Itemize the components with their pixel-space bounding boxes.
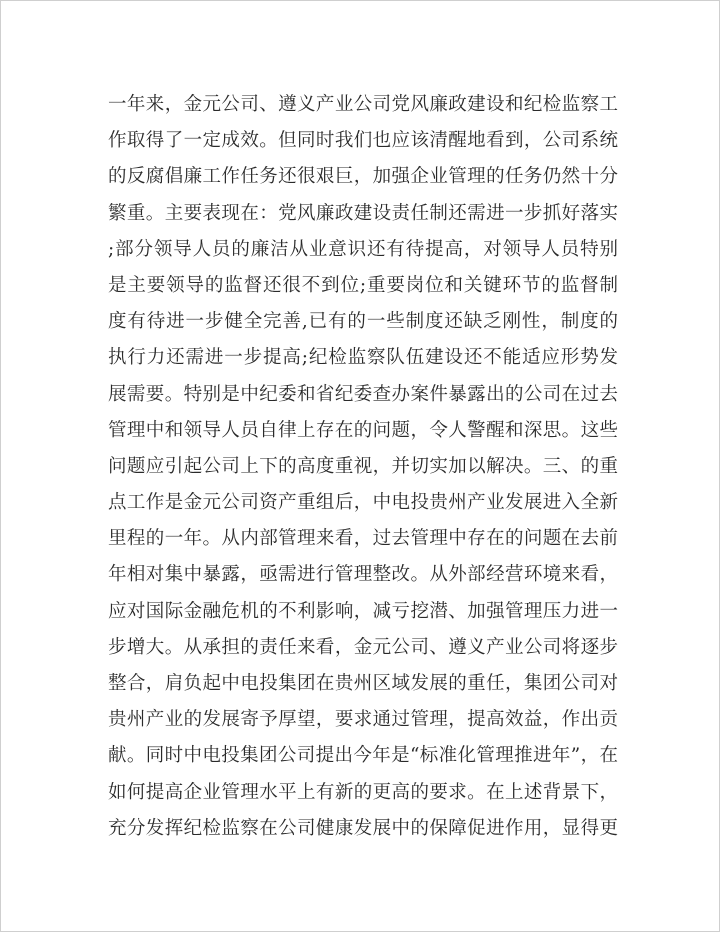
text-line: 展需要。特别是中纪委和省纪委查办案件暴露出的公司在过去 [108, 383, 618, 405]
text-line: 献。同时中电投集团公司提出今年是“标准化管理推进年”，在 [108, 745, 618, 767]
text-line: 充分发挥纪检监察在公司健康发展中的保障促进作用，显得更 [108, 817, 618, 839]
text-line: 度有待进一步健全完善,已有的一些制度还缺乏刚性，制度的 [108, 311, 618, 333]
text-line: 一年来，金元公司、遵义产业公司党风廉政建设和纪检监察工 [108, 94, 618, 115]
text-line: 应对国际金融危机的不利影响，减亏挖潜、加强管理压力进一 [108, 600, 618, 622]
text-line: 是主要领导的监督还很不到位;重要岗位和关键环节的监督制 [108, 274, 618, 296]
text-line: 步增大。从承担的责任来看，金元公司、遵义产业公司将逐步 [108, 636, 618, 658]
text-line: ;部分领导人员的廉洁从业意识还有待提高，对领导人员特别 [108, 238, 618, 260]
text-line: 整合，肩负起中电投集团在贵州区域发展的重任，集团公司对 [108, 673, 618, 694]
text-line: 里程的一年。从内部管理来看，过去管理中存在的问题在去前 [108, 528, 618, 550]
body-paragraph [108, 87, 618, 847]
text-line: 的反腐倡廉工作任务还很艰巨，加强企业管理的任务仍然十分 [108, 166, 618, 188]
text-line: 如何提高企业管理水平上有新的更高的要求。在上述背景下， [108, 781, 618, 803]
text-line: 问题应引起公司上下的高度重视，并切实加以解决。三、的重 [108, 455, 618, 477]
text-line: 作取得了一定成效。但同时我们也应该清醒地看到，公司系统 [108, 130, 618, 152]
text-line: 年相对集中暴露，亟需进行管理整改。从外部经营环境来看， [108, 564, 618, 586]
text-line: 管理中和领导人员自律上存在的问题，令人警醒和深思。这些 [108, 419, 618, 441]
text-line: 点工作是金元公司资产重组后，中电投贵州产业发展进入全新 [108, 492, 618, 514]
text-line: 执行力还需进一步提高;纪检监察队伍建设还不能适应形势发 [108, 347, 618, 369]
text-line: 繁重。主要表现在：党风廉政建设责任制还需进一步抓好落实 [108, 202, 618, 224]
text-line: 贵州产业的发展寄予厚望，要求通过管理，提高效益，作出贡 [108, 709, 618, 731]
